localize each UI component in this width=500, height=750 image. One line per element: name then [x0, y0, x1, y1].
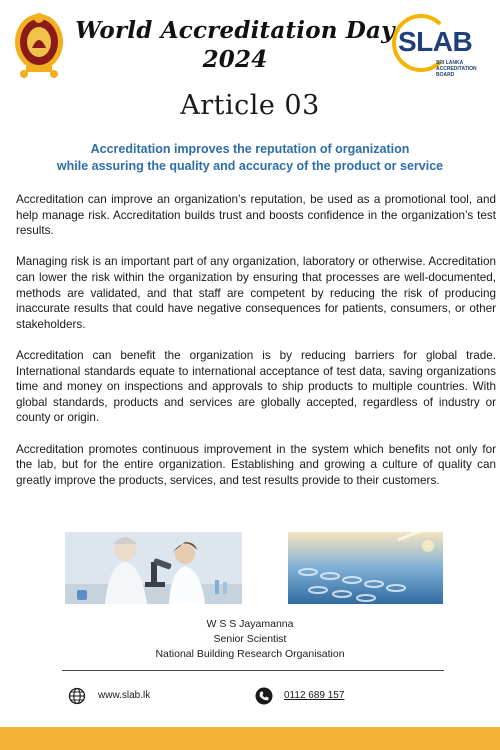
globe-icon — [68, 687, 86, 705]
slab-logo-word: SLAB — [398, 26, 473, 57]
article-subtitle — [20, 141, 480, 175]
lab-scientists-illustration — [65, 532, 242, 604]
subtitle-line-1: Accreditation improves the reputation of organization — [90, 142, 410, 156]
article-label: Article 03 — [180, 90, 320, 121]
paragraph-4: Accreditation promotes continuous improvement in the system which benefits not only for the lab, but for the entire organization. Establishing and growing a culture of quality can greatly improve the products, services, and test results provide to their customers. — [16, 442, 496, 487]
lab-scientists-photo — [65, 532, 242, 604]
subtitle-line-2: while assuring the quality and accuracy of the product or service — [56, 159, 444, 173]
test-tubes-photo — [288, 532, 443, 604]
paragraph-2: Managing risk is an important part of any organization, laboratory or otherwise. Accreditation can lower the risk within the organization by ensuring that processes are well-documented, methods are validated, and that staff are competent by reducing the risk of producing inaccurate results that could have negative consequences for patients, consumers, or other stakeholders. — [16, 255, 496, 331]
author-role: Senior Scientist — [213, 633, 287, 645]
page-title — [70, 16, 400, 74]
title-line-2: 2024 — [202, 46, 268, 73]
paragraph-1: Accreditation can improve an organization’s reputation, be used as a promotional tool, and help manage risk. Accreditation builds trust and boosts confidence in the organization’s test results. — [16, 193, 496, 238]
author-name: W S S Jayamanna — [206, 618, 294, 630]
phone-number-link[interactable]: 0112 689 157 — [284, 690, 345, 701]
author-block — [0, 617, 500, 662]
slab-logo-subtext: SRI LANKA ACCREDITATION BOARD — [436, 60, 477, 78]
author-organization: National Building Research Organisation — [155, 648, 345, 660]
website-link[interactable]: www.slab.lk — [98, 690, 151, 701]
paragraph-3: Accreditation can benefit the organization is by reducing barriers for global trade. International standards equate to international acceptance of test data, saving organizations time and money on inspections and approvals to ship products to multiple countries. With global standards, products and services are globally accepted, regardless of industry or county or origin. — [16, 348, 496, 425]
test-tubes-illustration — [288, 532, 443, 604]
slab-logo — [392, 14, 490, 78]
phone-icon — [255, 687, 273, 705]
national-emblem-icon — [12, 8, 66, 80]
title-line-1: World Accreditation Day — [75, 17, 395, 44]
footer-bar — [0, 727, 500, 750]
divider — [62, 670, 444, 671]
article-body — [16, 192, 496, 504]
